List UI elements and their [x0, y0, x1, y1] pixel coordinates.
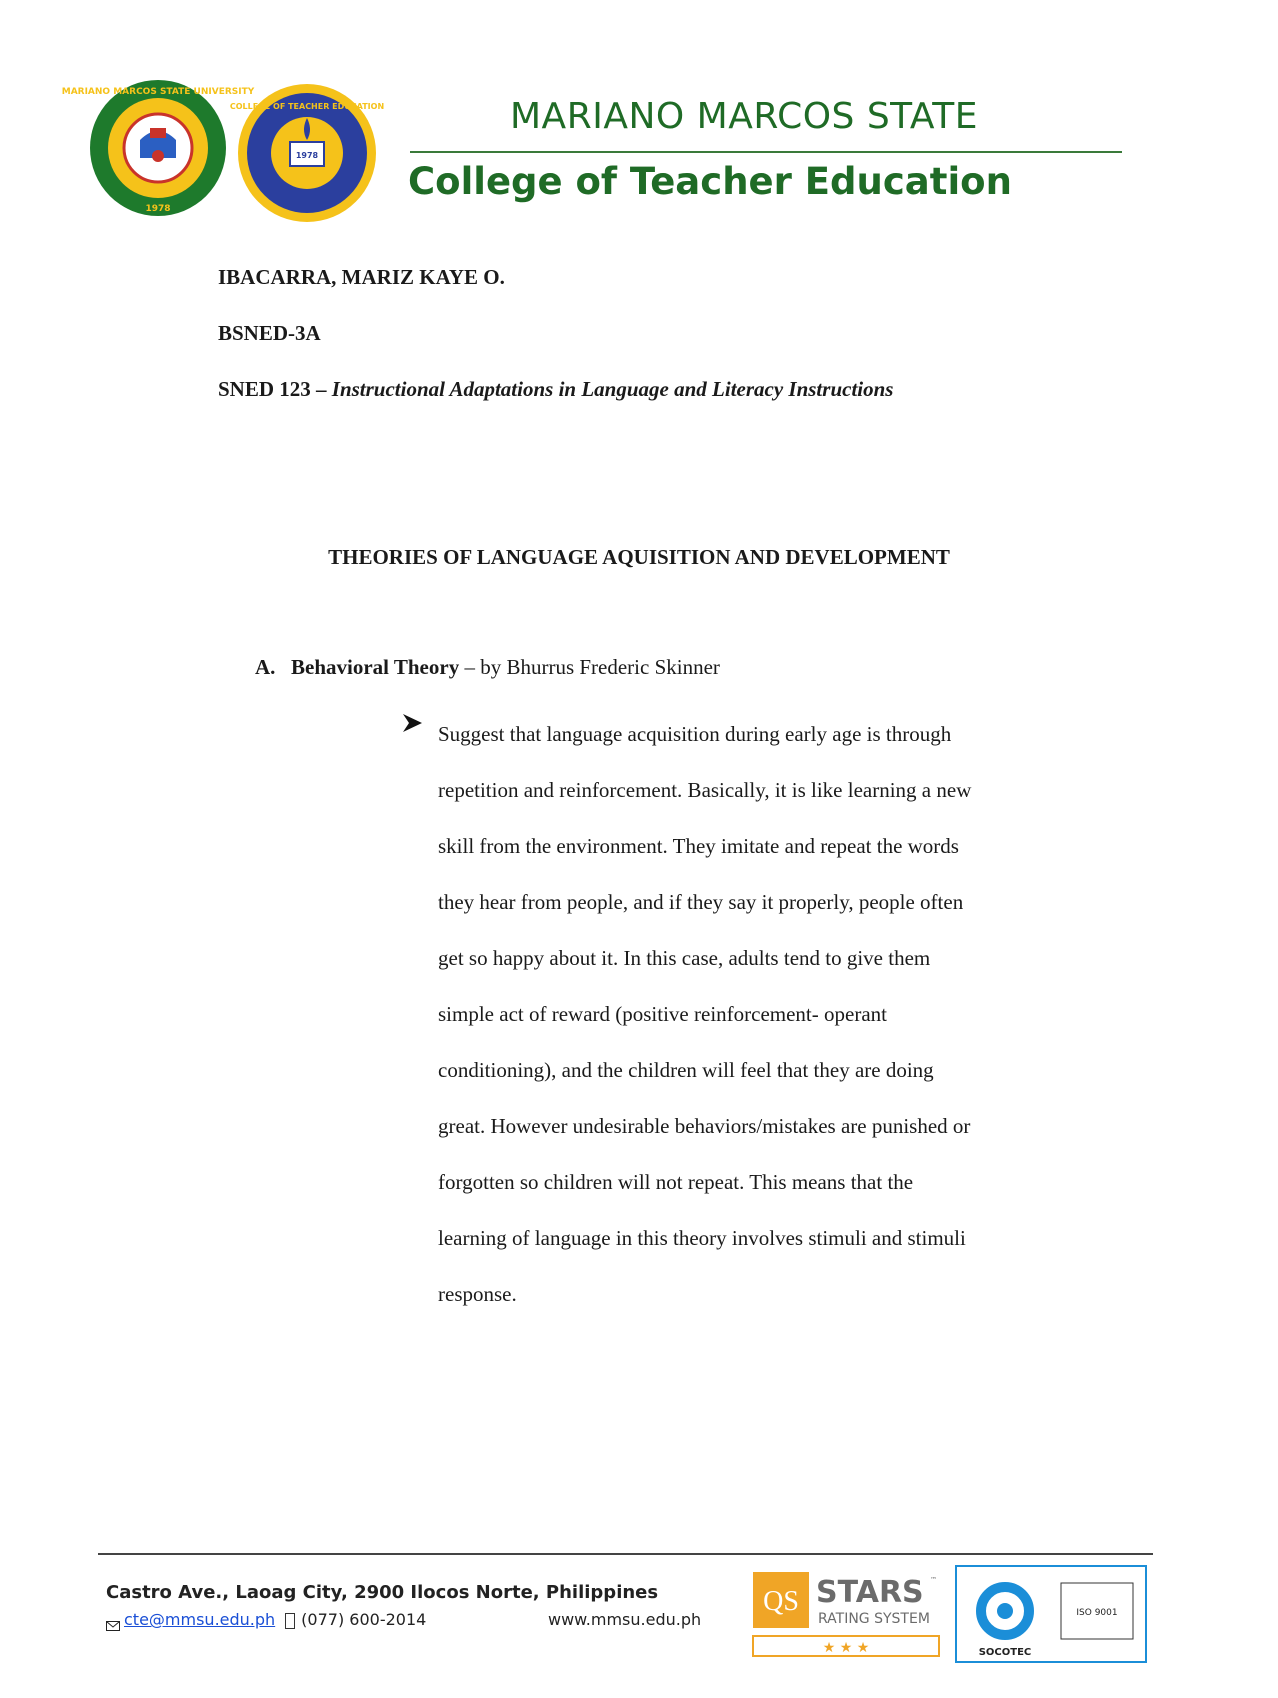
website-link[interactable]: www.mmsu.edu.ph [548, 1610, 702, 1629]
iso-cert-label: ISO 9001 [1076, 1608, 1118, 1618]
cte-seal-label: COLLEGE OF TEACHER EDUCATION [229, 102, 385, 111]
mmsu-seal-label: MARIANO MARCOS STATE UNIVERSITY [61, 87, 255, 97]
paragraph-line: repetition and reinforcement. Basically, it is like learning a new [438, 778, 972, 802]
course-line [218, 377, 893, 402]
paragraph-line: conditioning), and the children will feel that they are doing [438, 1058, 934, 1082]
student-name: IBACARRA, MARIZ KAYE O. [218, 265, 505, 289]
paragraph-line: get so happy about it. In this case, adults tend to give them [438, 946, 931, 970]
phone-icon [285, 1613, 295, 1629]
section-heading [255, 655, 720, 680]
footer-address: Castro Ave., Laoag City, 2900 Ilocos Norte, Philippines [106, 1582, 659, 1603]
paragraph-line: forgotten so children will not repeat. This means that the [438, 1170, 914, 1194]
paragraph-line: learning of language in this theory involves stimuli and stimuli [438, 1226, 966, 1250]
qs-stars-badge [752, 1568, 942, 1660]
email-link[interactable]: cte@mmsu.edu.ph [124, 1610, 276, 1629]
qs-stars-label: STARS [816, 1575, 924, 1610]
qs-tm: ™ [930, 1576, 937, 1584]
paragraph-line: simple act of reward (positive reinforcement- operant [438, 1002, 887, 1026]
arrowhead-bullet-icon [400, 710, 426, 736]
paragraph-line: skill from the environment. They imitate and repeat the words [438, 834, 959, 858]
paragraph-line: response. [438, 1282, 517, 1306]
qs-logo: QS [763, 1586, 799, 1617]
footer-divider [98, 1553, 1153, 1555]
theory-paragraph [438, 706, 1068, 1322]
paragraph-line: they hear from people, and if they say it properly, people often [438, 890, 964, 914]
university-name: MARIANO MARCOS STATE [510, 96, 978, 137]
college-name: College of Teacher Education [408, 160, 1012, 203]
document-title: THEORIES OF LANGUAGE AQUISITION AND DEVELOPMENT [328, 545, 950, 569]
footer-contact [106, 1610, 702, 1629]
paragraph-line: great. However undesirable behaviors/mistakes are punished or [438, 1114, 971, 1138]
theory-name: Behavioral Theory [291, 655, 460, 679]
section-letter: A. [255, 655, 276, 679]
envelope-icon [106, 1616, 120, 1626]
header-divider [410, 151, 1122, 153]
student-section: BSNED-3A [218, 321, 321, 345]
iso-certification-badge [955, 1565, 1147, 1663]
phone-number: (077) 600-2014 [301, 1610, 427, 1629]
cte-seal-icon [229, 82, 385, 224]
course-code: SNED 123 – [218, 377, 332, 401]
mmsu-seal-year: 1978 [145, 204, 171, 214]
course-title: Instructional Adaptations in Language and Literacy Instructions [331, 377, 894, 401]
iso-body-label: SOCOTEC [978, 1647, 1032, 1658]
theory-byline: – by Bhurrus Frederic Skinner [459, 655, 720, 679]
qs-rating-label: RATING SYSTEM [818, 1611, 930, 1627]
paragraph-line: Suggest that language acquisition during early age is through [438, 722, 952, 746]
mmsu-seal-icon [61, 78, 255, 218]
cte-seal-year: 1978 [295, 151, 319, 160]
qs-star-rating: ★ ★ ★ [822, 1640, 870, 1656]
